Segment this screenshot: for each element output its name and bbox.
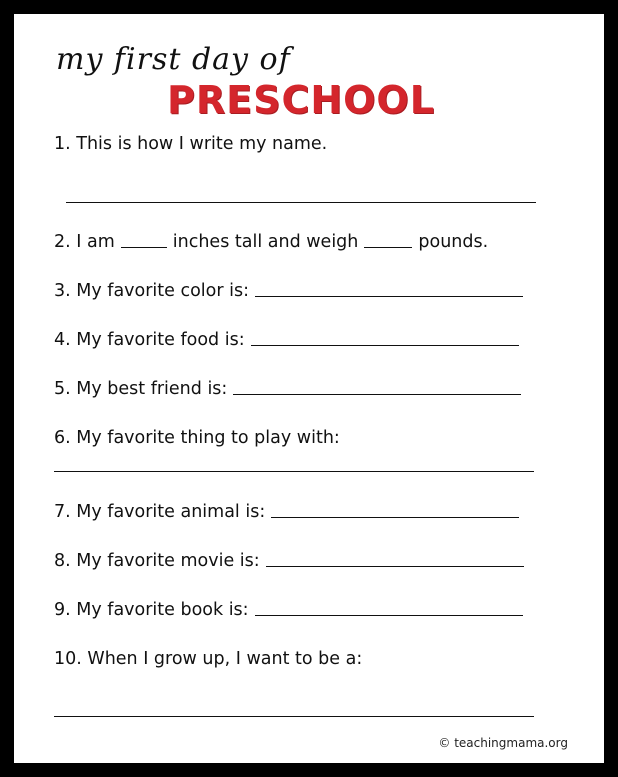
question-1 <box>54 134 327 154</box>
question-3-label: 3. My favorite color is: <box>54 281 250 301</box>
question-2-label-b: inches tall and weigh <box>172 232 359 252</box>
question-8-label: 8. My favorite movie is: <box>54 551 260 571</box>
answer-line-7[interactable] <box>271 516 519 518</box>
answer-line-6[interactable] <box>54 471 534 472</box>
question-10-label: 10. When I grow up, I want to be a: <box>54 649 363 669</box>
question-2-label-a: 2. I am <box>54 232 115 252</box>
answer-line-3[interactable] <box>255 295 523 297</box>
question-2 <box>54 232 488 252</box>
question-6-label: 6. My favorite thing to play with: <box>54 428 340 448</box>
question-1-label: 1. This is how I write my name. <box>54 134 328 154</box>
question-5-label: 5. My best friend is: <box>54 379 228 399</box>
answer-line-9[interactable] <box>255 614 523 616</box>
answer-line-8[interactable] <box>266 565 524 567</box>
question-9 <box>54 600 523 620</box>
weight-blank[interactable] <box>364 246 412 248</box>
question-8 <box>54 551 524 571</box>
question-4-label: 4. My favorite food is: <box>54 330 245 350</box>
question-2-label-c: pounds. <box>418 232 489 252</box>
copyright-footer: © teachingmama.org <box>438 736 568 750</box>
answer-line-5[interactable] <box>233 393 521 395</box>
title-cursive: my first day of <box>56 42 291 77</box>
question-7 <box>54 502 519 522</box>
question-10 <box>54 649 362 669</box>
page-title: PRESCHOOL <box>167 78 435 122</box>
answer-line-1[interactable] <box>66 202 536 203</box>
height-blank[interactable] <box>121 246 167 248</box>
question-6 <box>54 428 340 448</box>
question-7-label: 7. My favorite animal is: <box>54 502 266 522</box>
answer-line-10[interactable] <box>54 716 534 717</box>
answer-line-4[interactable] <box>251 344 519 346</box>
question-3 <box>54 281 523 301</box>
worksheet-page <box>14 14 604 763</box>
question-5 <box>54 379 521 399</box>
question-9-label: 9. My favorite book is: <box>54 600 249 620</box>
question-4 <box>54 330 519 350</box>
